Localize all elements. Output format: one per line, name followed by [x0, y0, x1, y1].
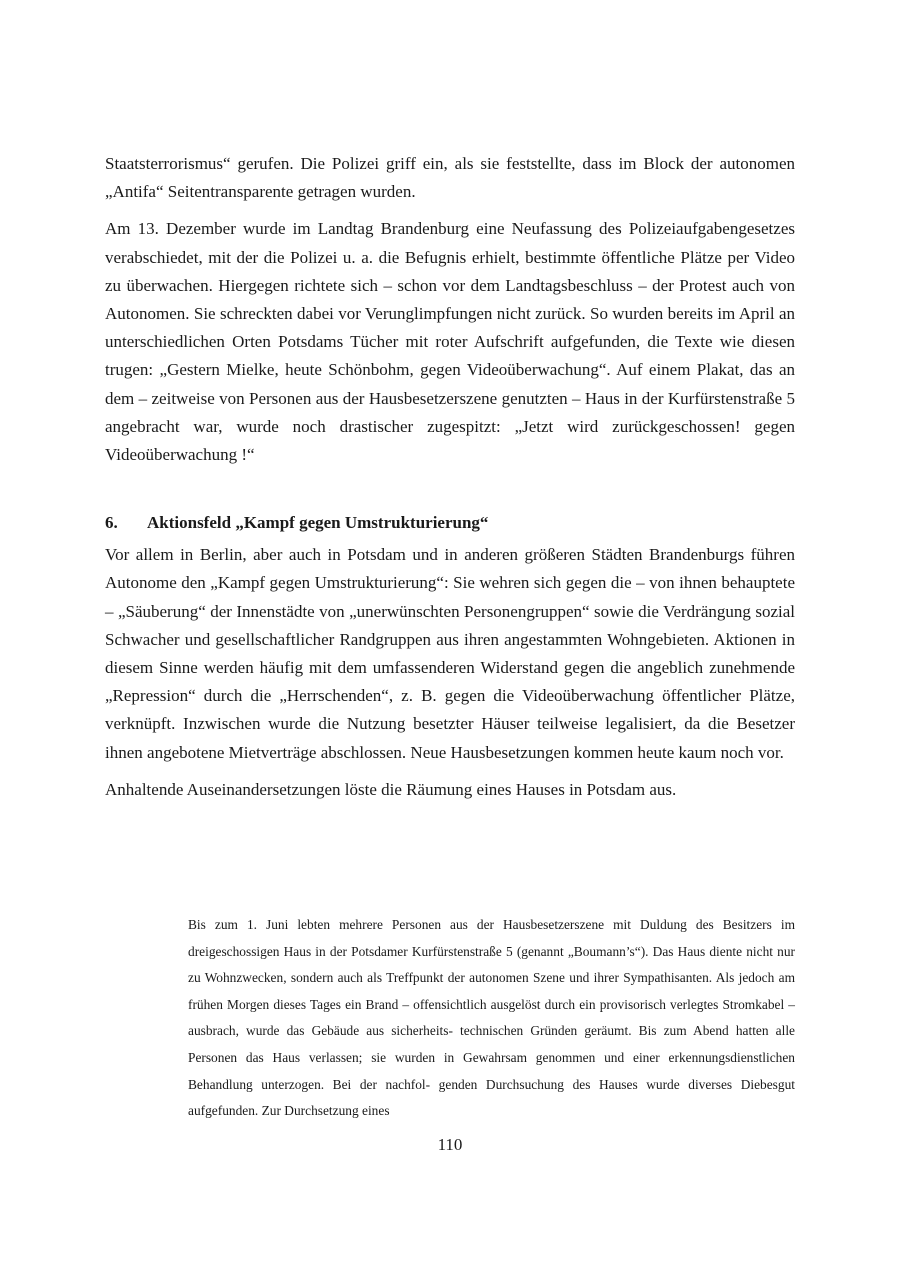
indented-quote: Bis zum 1. Juni lebten mehrere Personen aus der Hausbesetzerszene mit Duldung des Besitzers im dreigeschossigen Haus in der Potsdamer Kurfürstenstraße 5 (genannt „Boumann’s“). Das Haus diente nicht nur zu Wohnzwecken, sondern auch als Treffpunkt der autonomen Szene und ihrer Sympathisanten. Als jedoch am frühen Morgen dieses Tages ein Brand – offensichtlich ausgelöst durch ein provisorisch verlegtes Stromkabel – ausbrach, wurde das Gebäude aus sicherheits- technischen Gründen geräumt. Bis zum Abend hatten alle Personen das Haus verlassen; sie wurden in Gewahrsam genommen und einer erkennungsdienstlichen Behandlung unterzogen. Bei der nachfol- genden Durchsuchung des Hauses wurde diverses Diebesgut aufgefunden. Zur Durchsetzung eines [188, 917, 795, 1119]
paragraph-3: Vor allem in Berlin, aber auch in Potsdam und in anderen größeren Städten Brandenburgs führen Autonome den „Kampf gegen Umstrukturierung“: Sie wehren sich gegen die – von ihnen behauptete – „Säuberung“ der Innenstädte von „unerwünschten Personengruppen“ sowie die Verdrängung sozial Schwacher und gesellschaftlicher Randgruppen aus ihren angestammten Wohngebieten. Aktionen in diesem Sinne werden häufig mit dem umfassenderen Widerstand gegen die angeblich zunehmende „Repression“ durch die „Herrschenden“, z. B. gegen die Videoüberwachung öffentlicher Plätze, verknüpft. Inzwischen wurde die Nutzung besetzter Häuser teilweise legalisiert, da die Besetzer ihnen angebotene Mietverträge abschlossen. Neue Hausbesetzungen kommen heute kaum noch vor. [105, 545, 795, 762]
section-heading [105, 509, 795, 537]
section-spacer [105, 469, 795, 509]
paragraph-1: Staatsterrorismus“ gerufen. Die Polizei griff ein, als sie feststellte, dass im Block der autonomen „Antifa“ Seitentransparente getragen wurden. [105, 154, 795, 202]
main-text [105, 150, 795, 804]
section-number: 6. [105, 513, 118, 533]
section-title: Aktionsfeld „Kampf gegen Umstrukturierung“ [147, 513, 489, 533]
page-number: 110 [437, 1135, 463, 1154]
paragraph-4: Anhaltende Auseinandersetzungen löste die Räumung eines Hauses in Potsdam aus. [105, 779, 677, 799]
paragraph-2: Am 13. Dezember wurde im Landtag Brandenburg eine Neufassung des Polizeiaufgabengesetzes verabschiedet, mit der die Polizei u. a. die Befugnis erhielt, bestimmte öffentliche Plätze per Video zu überwachen. Hiergegen richtete sich – schon vor dem Landtagsbeschluss – der Protest auch von Autonomen. Sie schreckten dabei vor Verunglimpfungen nicht zurück. So wurden bereits im April an unterschiedlichen Orten Potsdams Tücher mit roter Aufschrift aufgefunden, die Texte wie diesen trugen: „Gestern Mielke, heute Schönbohm, gegen Videoüberwachung“. Auf einem Plakat, das an dem – zeitweise von Personen aus der Hausbesetzerszene genutzten – Haus in der Kurfürstenstraße 5 angebracht war, wurde noch drastischer zugespitzt: „Jetzt wird zurückgeschossen! gegen Videoüberwachung !“ [105, 219, 795, 465]
